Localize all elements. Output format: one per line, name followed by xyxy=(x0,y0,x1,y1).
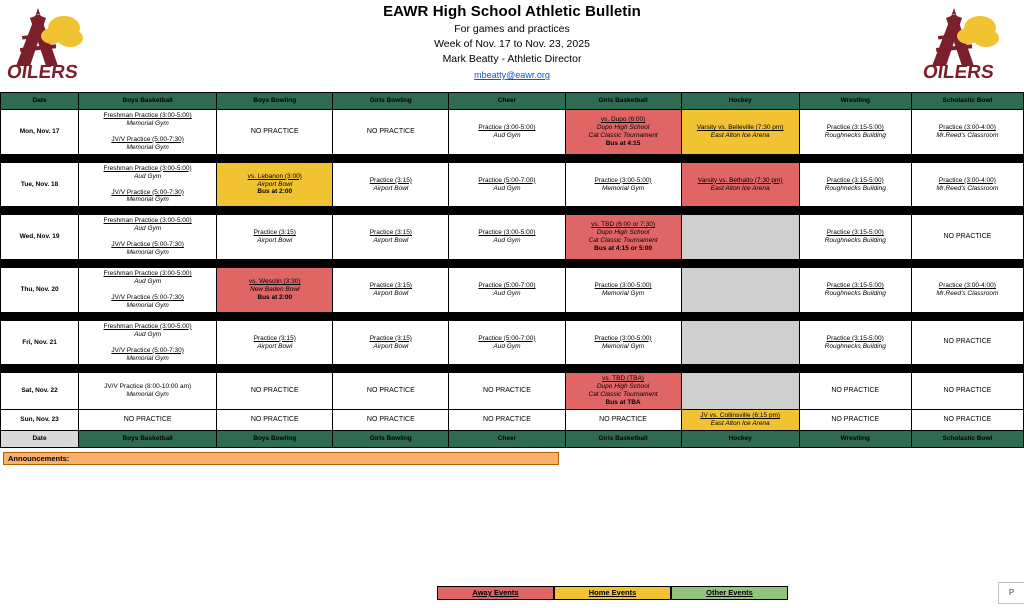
schedule-cell xyxy=(333,110,449,155)
event-detail: Cat Classic Tournament xyxy=(588,131,658,139)
svg-text:OILERS: OILERS xyxy=(6,62,80,83)
event-location: Roughnecks Building xyxy=(824,289,886,297)
column-header-date: Date xyxy=(1,93,79,110)
event-location: Memorial Gym xyxy=(126,249,169,257)
column-header-hockey: Hockey xyxy=(681,93,799,110)
event-entry xyxy=(684,123,797,141)
event-title: Practice (3:00-4:00) xyxy=(938,281,996,289)
schedule-cell xyxy=(79,110,217,155)
schedule-cell xyxy=(79,268,217,313)
row-separator-cell xyxy=(1,365,1024,373)
event-title: Practice (5:00-7:00) xyxy=(478,176,536,184)
event-title: Practice (3:15) xyxy=(369,176,412,184)
event-location: Mr.Reed's Classroom xyxy=(936,289,999,297)
event-entry xyxy=(81,382,214,400)
row-separator xyxy=(1,207,1024,215)
schedule-cell xyxy=(217,162,333,207)
event-entry xyxy=(81,188,214,206)
schedule-cell xyxy=(799,320,911,365)
announcements-bar: Announcements: xyxy=(3,452,559,465)
event-title: Practice (3:00-5:00) xyxy=(478,229,536,237)
column-header-scholastic-bowl: Scholastic Bowl xyxy=(911,93,1023,110)
table-row xyxy=(1,268,1024,313)
event-title: Freshman Practice (3:00-5:00) xyxy=(103,217,192,225)
schedule-cell xyxy=(565,320,681,365)
event-location: Mr.Reed's Classroom xyxy=(936,184,999,192)
event-location: Memorial Gym xyxy=(126,391,169,399)
event-location: East Alton Ice Arena xyxy=(710,184,770,192)
schedule-cell xyxy=(79,320,217,365)
event-bus-time: Bus at TBA xyxy=(605,399,641,407)
schedule-cell xyxy=(79,162,217,207)
event-location: Airport Bowl xyxy=(257,237,293,245)
no-practice-label: NO PRACTICE xyxy=(123,415,172,423)
column-footer-girls-basketball: Girls Basketball xyxy=(565,430,681,447)
column-footer-date: Date xyxy=(1,430,79,447)
event-entry xyxy=(802,228,909,246)
event-entry xyxy=(802,176,909,194)
event-entry xyxy=(81,240,214,258)
no-practice-label: NO PRACTICE xyxy=(366,415,415,423)
schedule-cell xyxy=(911,162,1023,207)
schedule-cell xyxy=(565,110,681,155)
schedule-cell xyxy=(217,268,333,313)
schedule-cell xyxy=(217,410,333,431)
event-detail: Cat Classic Tournament xyxy=(588,237,658,245)
event-bus-time: Bus at 2:00 xyxy=(257,188,293,196)
schedule-cell xyxy=(681,373,799,410)
no-practice-label: NO PRACTICE xyxy=(831,415,880,423)
event-bus-time: Bus at 2:00 xyxy=(257,293,293,301)
event-entry xyxy=(81,216,214,234)
schedule-cell xyxy=(217,215,333,260)
event-title: Varsity vs. Bethalto (7:30 pm) xyxy=(697,176,783,184)
event-title: Practice (5:00-7:00) xyxy=(478,281,536,289)
event-title: Practice (3:15) xyxy=(369,281,412,289)
event-entry xyxy=(684,411,797,429)
table-row xyxy=(1,320,1024,365)
event-location: Memorial Gym xyxy=(126,143,169,151)
event-entry xyxy=(219,172,330,198)
event-title: Freshman Practice (3:00-5:00) xyxy=(103,270,192,278)
schedule-cell xyxy=(449,162,565,207)
column-footer-wrestling: Wrestling xyxy=(799,430,911,447)
schedule-cell xyxy=(333,162,449,207)
schedule-cell xyxy=(911,373,1023,410)
schedule-cell xyxy=(911,410,1023,431)
event-entry xyxy=(335,281,446,299)
event-entry xyxy=(914,281,1021,299)
event-entry xyxy=(451,123,562,141)
event-location: Memorial Gym xyxy=(601,289,645,297)
event-title: Varsity vs. Belleville (7:30 pm) xyxy=(696,123,784,131)
no-practice-label: NO PRACTICE xyxy=(250,387,299,395)
row-date: Wed, Nov. 19 xyxy=(1,215,79,260)
event-entry xyxy=(219,277,330,303)
legend xyxy=(437,586,788,600)
event-entry xyxy=(568,176,679,194)
event-location: Mr.Reed's Classroom xyxy=(936,131,999,139)
event-entry xyxy=(81,346,214,364)
event-entry xyxy=(335,176,446,194)
table-row xyxy=(1,162,1024,207)
table-header-row xyxy=(1,93,1024,110)
table-header xyxy=(1,93,1024,110)
header-week-range: Week of Nov. 17 to Nov. 23, 2025 xyxy=(434,38,590,50)
event-location: Aud Gym xyxy=(134,330,162,338)
no-practice-label: NO PRACTICE xyxy=(483,415,531,423)
table-row xyxy=(1,373,1024,410)
event-entry xyxy=(568,220,679,254)
schedule-cell xyxy=(79,410,217,431)
row-date: Thu, Nov. 20 xyxy=(1,268,79,313)
schedule-cell xyxy=(333,373,449,410)
event-entry xyxy=(335,334,446,352)
schedule-cell xyxy=(911,320,1023,365)
row-date: Fri, Nov. 21 xyxy=(1,320,79,365)
event-title: Practice (3:00-5:00) xyxy=(594,281,652,289)
event-location: Dupo High School xyxy=(596,123,650,131)
table-row xyxy=(1,110,1024,155)
event-location: Aud Gym xyxy=(493,289,521,297)
schedule-cell xyxy=(681,320,799,365)
event-entry xyxy=(684,176,797,194)
event-location: Airport Bowl xyxy=(373,289,409,297)
event-entry xyxy=(81,293,214,311)
column-header-wrestling: Wrestling xyxy=(799,93,911,110)
schedule-cell xyxy=(333,268,449,313)
event-title: Freshman Practice (3:00-5:00) xyxy=(103,112,192,119)
svg-text:OILERS: OILERS xyxy=(922,62,996,83)
header-athletic-director: Mark Beatty - Athletic Director xyxy=(442,53,582,65)
schedule-cell xyxy=(565,215,681,260)
schedule-cell xyxy=(681,162,799,207)
schedule-cell xyxy=(449,373,565,410)
page-header xyxy=(0,0,1024,92)
event-location: Memorial Gym xyxy=(601,342,645,350)
schedule-cell xyxy=(79,215,217,260)
row-separator xyxy=(1,365,1024,373)
event-location: Roughnecks Building xyxy=(824,342,886,350)
column-footer-boys-basketball: Boys Basketball xyxy=(79,430,217,447)
schedule-cell xyxy=(799,110,911,155)
event-entry xyxy=(335,228,446,246)
column-footer-scholastic-bowl: Scholastic Bowl xyxy=(911,430,1023,447)
schedule-cell xyxy=(217,110,333,155)
row-date: Tue, Nov. 18 xyxy=(1,162,79,207)
legend-item-home-events: Home Events xyxy=(554,586,671,600)
event-entry xyxy=(568,115,679,149)
event-title: Practice (3:15-5:00) xyxy=(826,176,884,184)
row-separator-cell xyxy=(1,312,1024,320)
row-date: Sun, Nov. 23 xyxy=(1,410,79,431)
event-title: Practice (3:00-5:00) xyxy=(594,176,652,184)
event-entry xyxy=(81,135,214,153)
event-location: Aud Gym xyxy=(493,131,521,139)
event-entry xyxy=(802,281,909,299)
event-location: Roughnecks Building xyxy=(824,184,886,192)
legend-item-away-events: Away Events xyxy=(437,586,554,600)
event-entry xyxy=(81,164,214,182)
schedule-cell xyxy=(799,410,911,431)
schedule-cell xyxy=(449,110,565,155)
event-location: Memorial Gym xyxy=(126,301,169,309)
event-entry xyxy=(451,281,562,299)
no-practice-label: NO PRACTICE xyxy=(943,338,992,346)
table-footer xyxy=(1,430,1024,447)
event-title: JV/V Practice (5:00-7:30) xyxy=(111,135,184,143)
no-practice-label: NO PRACTICE xyxy=(831,387,880,395)
page-title: EAWR High School Athletic Bulletin xyxy=(383,3,641,20)
header-subtitle-purpose: For games and practices xyxy=(454,23,570,35)
row-separator xyxy=(1,260,1024,268)
column-header-boys-bowling: Boys Bowling xyxy=(217,93,333,110)
column-footer-boys-bowling: Boys Bowling xyxy=(217,430,333,447)
schedule-cell xyxy=(449,268,565,313)
schedule-cell xyxy=(681,268,799,313)
event-location: Memorial Gym xyxy=(126,119,169,127)
table-footer-row xyxy=(1,430,1024,447)
schedule-cell xyxy=(911,268,1023,313)
table-row xyxy=(1,410,1024,431)
event-location: Aud Gym xyxy=(134,277,162,285)
no-practice-label: NO PRACTICE xyxy=(943,387,992,395)
event-title: Practice (3:15) xyxy=(253,334,296,342)
schedule-cell xyxy=(799,162,911,207)
bulletin-table xyxy=(0,92,1024,448)
event-entry xyxy=(451,334,562,352)
schedule-cell xyxy=(217,373,333,410)
event-location: Roughnecks Building xyxy=(824,237,886,245)
event-location: Airport Bowl xyxy=(257,342,293,350)
event-title: vs. TBD (6:00 or 7:30) xyxy=(591,221,655,229)
row-separator-cell xyxy=(1,207,1024,215)
event-entry xyxy=(914,176,1021,194)
event-title: Practice (3:15-5:00) xyxy=(826,229,884,237)
schedule-cell xyxy=(799,373,911,410)
event-title: Practice (3:00-4:00) xyxy=(938,123,996,131)
schedule-cell xyxy=(681,410,799,431)
event-entry xyxy=(802,334,909,352)
event-location: Airport Bowl xyxy=(257,180,293,188)
column-footer-girls-bowling: Girls Bowling xyxy=(333,430,449,447)
announcements-row xyxy=(0,452,1024,466)
event-location: Memorial Gym xyxy=(126,196,169,204)
legend-item-other-events: Other Events xyxy=(671,586,788,600)
schedule-cell xyxy=(333,410,449,431)
event-location: East Alton Ice Arena xyxy=(710,420,770,428)
oilers-logo-left xyxy=(6,4,102,84)
event-location: Memorial Gym xyxy=(601,184,645,192)
schedule-cell xyxy=(799,268,911,313)
column-header-girls-bowling: Girls Bowling xyxy=(333,93,449,110)
event-entry xyxy=(81,322,214,340)
event-title: Practice (3:15-5:00) xyxy=(826,334,884,342)
event-title: JV vs. Collinsville (6:15 pm) xyxy=(700,412,781,420)
event-title: Practice (3:15) xyxy=(369,334,412,342)
event-entry xyxy=(81,269,214,287)
event-location: Airport Bowl xyxy=(373,237,409,245)
column-header-boys-basketball: Boys Basketball xyxy=(79,93,217,110)
event-title: JV/V Practice (5:00-7:30) xyxy=(111,241,184,249)
event-location: Aud Gym xyxy=(134,172,162,180)
event-bus-time: Bus at 4:15 or 5:00 xyxy=(594,245,652,253)
schedule-cell xyxy=(333,320,449,365)
event-location: Dupo High School xyxy=(596,383,650,391)
column-header-cheer: Cheer xyxy=(449,93,565,110)
event-title: Practice (3:15) xyxy=(369,229,412,237)
event-title: Freshman Practice (3:00-5:00) xyxy=(103,322,192,330)
schedule-cell xyxy=(681,215,799,260)
no-practice-label: NO PRACTICE xyxy=(366,127,415,135)
event-location: East Alton Ice Arena xyxy=(710,131,770,139)
no-practice-label: NO PRACTICE xyxy=(599,415,647,423)
schedule-cell xyxy=(333,215,449,260)
event-entry xyxy=(914,123,1021,141)
event-detail: Cat Classic Tournament xyxy=(588,391,658,399)
table-row xyxy=(1,215,1024,260)
event-location: Aud Gym xyxy=(493,237,521,245)
no-practice-label: NO PRACTICE xyxy=(943,415,992,423)
schedule-cell xyxy=(449,320,565,365)
event-title: vs. Wesclin (3:30) xyxy=(248,278,301,286)
event-location: Dupo High School xyxy=(596,229,650,237)
event-location: Aud Gym xyxy=(493,342,521,350)
row-separator-cell xyxy=(1,260,1024,268)
event-entry xyxy=(568,281,679,299)
event-entry xyxy=(219,334,330,352)
event-title: JV/V Practice (5:00-7:30) xyxy=(111,293,184,301)
event-location: Aud Gym xyxy=(493,184,521,192)
row-date: Sat, Nov. 22 xyxy=(1,373,79,410)
schedule-cell xyxy=(911,110,1023,155)
schedule-cell xyxy=(799,215,911,260)
schedule-cell xyxy=(565,373,681,410)
event-title: JV/V Practice (8:00-10:00 am) xyxy=(104,383,192,391)
print-button[interactable]: P xyxy=(998,582,1024,604)
event-entry xyxy=(568,374,679,408)
event-bus-time: Bus at 4:15 xyxy=(605,139,641,147)
event-entry xyxy=(219,228,330,246)
column-footer-hockey: Hockey xyxy=(681,430,799,447)
schedule-cell xyxy=(79,373,217,410)
schedule-cell xyxy=(681,110,799,155)
oilers-logo-right xyxy=(922,4,1018,84)
no-practice-label: NO PRACTICE xyxy=(943,232,992,240)
column-header-girls-basketball: Girls Basketball xyxy=(565,93,681,110)
athletic-director-email-link[interactable]: mbeatty@eawr.org xyxy=(474,70,550,80)
schedule-cell xyxy=(449,215,565,260)
event-location: Airport Bowl xyxy=(373,184,409,192)
event-title: Practice (3:00-4:00) xyxy=(938,176,996,184)
event-entry xyxy=(802,123,909,141)
schedule-cell xyxy=(565,268,681,313)
event-title: vs. TBD (TBA) xyxy=(602,375,644,383)
column-footer-cheer: Cheer xyxy=(449,430,565,447)
event-title: vs. Lebanon (3:00) xyxy=(247,172,302,180)
no-practice-label: NO PRACTICE xyxy=(366,387,415,395)
event-title: Practice (5:00-7:00) xyxy=(478,334,536,342)
table-body xyxy=(1,110,1024,431)
event-title: vs. Dupo (6:00) xyxy=(600,116,646,123)
event-location: Airport Bowl xyxy=(373,342,409,350)
event-title: Practice (3:15) xyxy=(253,229,296,237)
event-title: Practice (3:15-5:00) xyxy=(826,123,884,131)
event-entry xyxy=(81,111,214,129)
no-practice-label: NO PRACTICE xyxy=(483,387,531,395)
row-separator xyxy=(1,312,1024,320)
event-title: Practice (3:00-5:00) xyxy=(478,123,536,131)
event-title: Freshman Practice (3:00-5:00) xyxy=(103,164,192,172)
event-title: Practice (3:15-5:00) xyxy=(826,281,884,289)
event-entry xyxy=(568,334,679,352)
event-title: JV/V Practice (5:00-7:30) xyxy=(111,188,184,196)
row-separator xyxy=(1,154,1024,162)
event-location: Roughnecks Building xyxy=(824,131,886,139)
event-location: Aud Gym xyxy=(134,225,162,233)
schedule-cell xyxy=(449,410,565,431)
no-practice-label: NO PRACTICE xyxy=(250,415,299,423)
no-practice-label: NO PRACTICE xyxy=(250,127,299,135)
schedule-cell xyxy=(217,320,333,365)
schedule-cell xyxy=(911,215,1023,260)
event-location: Memorial Gym xyxy=(126,354,169,362)
event-title: JV/V Practice (5:00-7:30) xyxy=(111,346,184,354)
row-date: Mon, Nov. 17 xyxy=(1,110,79,155)
schedule-cell xyxy=(565,410,681,431)
event-entry xyxy=(451,228,562,246)
schedule-cell xyxy=(565,162,681,207)
event-location: New Baden Bowl xyxy=(249,285,300,293)
event-title: Practice (3:00-5:00) xyxy=(594,334,652,342)
event-entry xyxy=(451,176,562,194)
row-separator-cell xyxy=(1,154,1024,162)
